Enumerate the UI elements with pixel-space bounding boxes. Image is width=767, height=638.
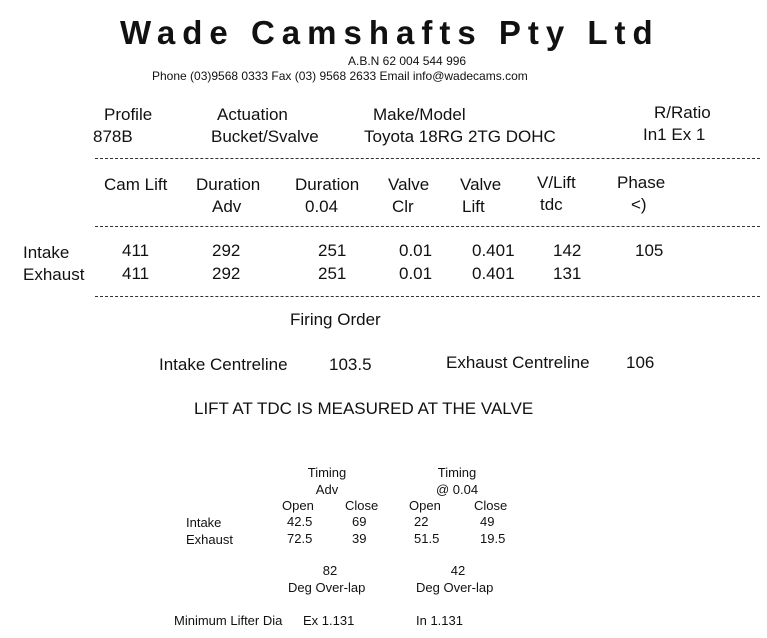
cell-valve-lift: 0.401 <box>472 241 515 260</box>
intake-centreline-label: Intake Centreline <box>159 355 288 374</box>
overlap-adv-label: Deg Over-lap <box>288 580 366 595</box>
company-name: Wade Camshafts Pty Ltd <box>120 14 660 51</box>
divider <box>95 296 760 297</box>
cell-duration-adv: 292 <box>212 264 241 283</box>
firing-order-label: Firing Order <box>290 310 381 329</box>
timing-intake-label: Intake <box>186 515 222 530</box>
actuation-value: Bucket/Svalve <box>211 127 319 146</box>
header-duration-004-sub: 0.04 <box>305 197 339 216</box>
make-model-label: Make/Model <box>373 105 466 124</box>
make-model-value: Toyota 18RG 2TG DOHC <box>364 127 556 146</box>
cell-duration-004: 251 <box>318 241 347 260</box>
cell-cam-lift: 411 <box>122 264 150 283</box>
header-valve-lift: Valve <box>460 175 502 194</box>
intake-centreline-value: 103.5 <box>329 355 372 374</box>
intake-004-close: 49 <box>480 514 495 529</box>
divider <box>95 158 760 159</box>
header-duration-adv-sub: Adv <box>212 197 242 216</box>
close-label: Close <box>345 498 379 513</box>
rocker-ratio-label: R/Ratio <box>654 103 711 122</box>
profile-label: Profile <box>104 105 153 124</box>
header-duration-adv: Duration <box>196 175 261 194</box>
exhaust-004-open: 51.5 <box>414 531 440 546</box>
exhaust-centreline-value: 106 <box>626 353 655 372</box>
abn: A.B.N 62 004 544 996 <box>348 54 467 68</box>
cell-valve-clr: 0.01 <box>399 264 433 283</box>
header-valve-clr-sub: Clr <box>392 197 414 216</box>
header-vlift-tdc-sub: tdc <box>540 195 563 214</box>
close-label: Close <box>474 498 508 513</box>
cell-cam-lift: 411 <box>122 241 150 260</box>
header-vlift-tdc: V/Lift <box>537 173 576 192</box>
header-cam-lift: Cam Lift <box>104 175 168 194</box>
header-valve-lift-sub: Lift <box>462 197 485 216</box>
cell-duration-adv: 292 <box>212 241 241 260</box>
min-lifter-in: In 1.131 <box>416 613 463 628</box>
row-label-exhaust: Exhaust <box>23 265 85 284</box>
open-label: Open <box>409 498 441 513</box>
overlap-adv-value: 82 <box>322 563 338 578</box>
timing-adv-title: Timing <box>307 465 347 480</box>
divider <box>95 226 760 227</box>
profile-value: 878B <box>93 127 133 146</box>
header-phase: Phase <box>617 173 666 192</box>
overlap-004-label: Deg Over-lap <box>416 580 494 595</box>
intake-004-open: 22 <box>414 514 429 529</box>
timing-exhaust-label: Exhaust <box>186 532 233 547</box>
timing-004-title: Timing <box>437 465 477 480</box>
header-phase-sub: <) <box>631 195 647 214</box>
timing-004-subtitle: @ 0.04 <box>435 482 479 497</box>
exhaust-adv-open: 72.5 <box>287 531 313 546</box>
intake-adv-open: 42.5 <box>287 514 313 529</box>
overlap-004-value: 42 <box>450 563 466 578</box>
min-lifter-ex: Ex 1.131 <box>303 613 355 628</box>
exhaust-adv-close: 39 <box>352 531 367 546</box>
exhaust-centreline-label: Exhaust Centreline <box>446 353 590 372</box>
cell-valve-clr: 0.01 <box>399 241 433 260</box>
intake-adv-close: 69 <box>352 514 367 529</box>
header-valve-clr: Valve <box>388 175 430 194</box>
min-lifter-label: Minimum Lifter Dia <box>174 613 283 628</box>
cell-duration-004: 251 <box>318 264 347 283</box>
timing-adv-subtitle: Adv <box>315 482 339 497</box>
cell-valve-lift: 0.401 <box>472 264 515 283</box>
open-label: Open <box>282 498 314 513</box>
cell-phase: 105 <box>635 241 664 260</box>
exhaust-004-close: 19.5 <box>480 531 506 546</box>
rocker-ratio-value: In1 Ex 1 <box>643 125 706 144</box>
valve-notice: LIFT AT TDC IS MEASURED AT THE VALVE <box>194 399 534 418</box>
actuation-label: Actuation <box>217 105 288 124</box>
header-duration-004: Duration <box>295 175 360 194</box>
cell-vlift-tdc: 142 <box>553 241 582 260</box>
contact-line: Phone (03)9568 0333 Fax (03) 9568 2633 Email info@wadecams.com <box>152 69 528 83</box>
row-label-intake: Intake <box>23 243 70 262</box>
cell-vlift-tdc: 131 <box>553 264 582 283</box>
